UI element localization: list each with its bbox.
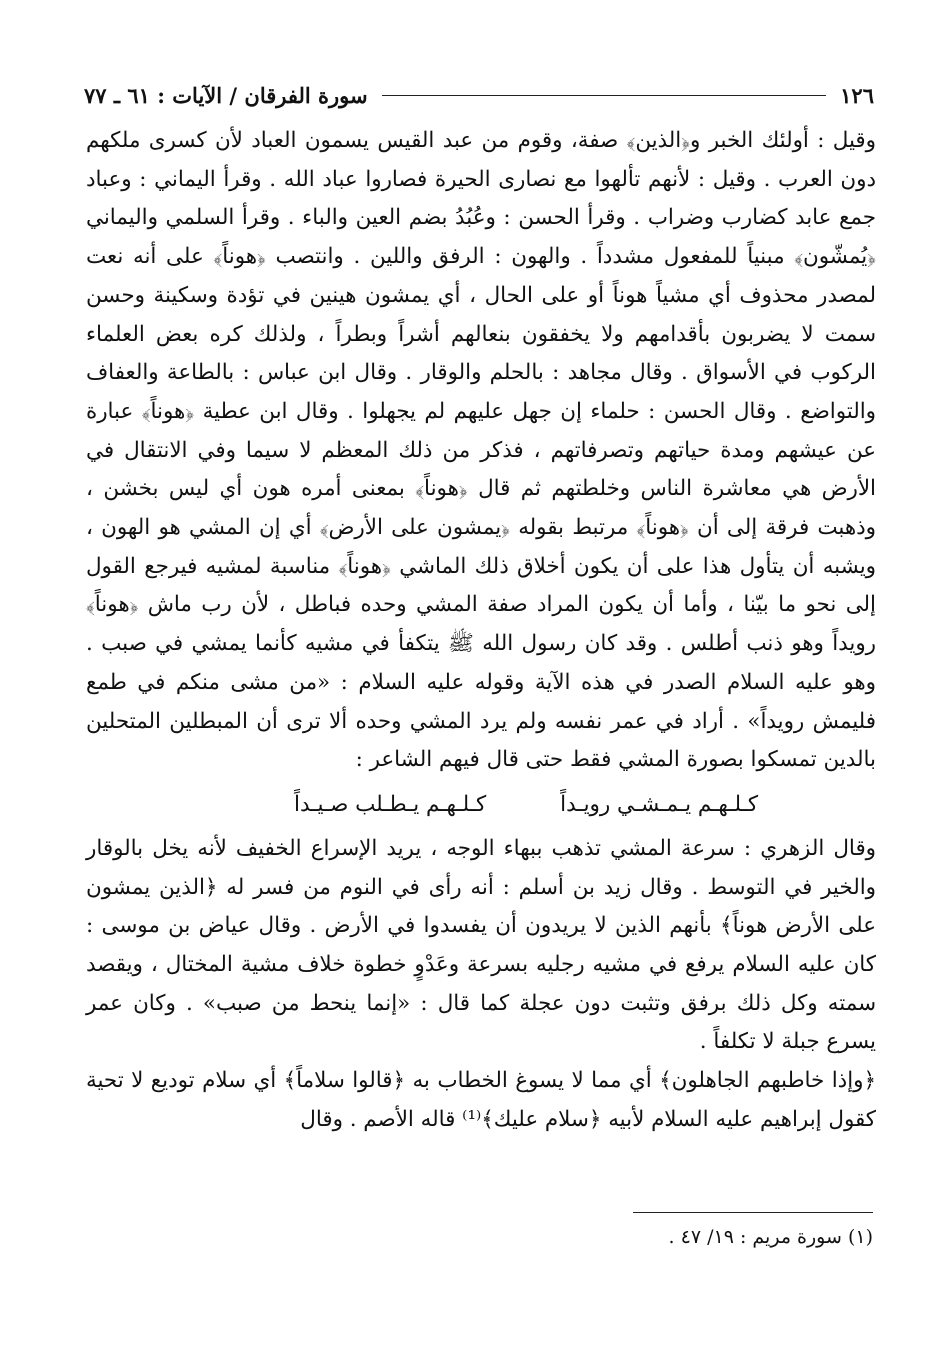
- main-text: [86, 122, 876, 1140]
- paragraph-2: وقال الزهري : سرعة المشي تذهب ببهاء الوجه ، يريد الإسراع الخفيف لأنه يخل بالوقار والخير في التوسط . وقال زيد بن أسلم : أنه رأى في النوم من فسر له ﴿الذين يمشون على الأرض هوناً﴾ بأنهم الذين لا يريدون أن يفسدوا في الأرض . وقال عياض بن موسى : كان عليه السلام يرفع في مشيه رجليه بسرعة وعَدْوٍ خطوة خلاف مشية المختال ، ويقصد سمته وكل ذلك برفق وتثبت دون عجلة كما قال : «إنما ينحط من صبب» . وكان عمر يسرع جبلة لا تكلفاً .: [86, 835, 876, 1055]
- paragraph-3: ﴿وإذا خاطبهم الجاهلون﴾ أي مما لا يسوغ الخطاب به ﴿قالوا سلاماً﴾ أي سلام توديع لا تحية كقول إبراهيم عليه السلام لأبيه ﴿سلام عليك﴾⁽¹⁾ قاله الأصم . وقال: [86, 1068, 876, 1132]
- verse-second-hemistich: كـلـهـم يـطـلب صـيـداً: [294, 791, 487, 817]
- paragraph-1: وقيل : أولئك الخبر و﴿الذين﴾ صفة، وقوم من عبد القيس يسمون العباد لأن كسرى ملكهم دون العرب . وقيل : لأنهم تألهوا مع نصارى الحيرة فصاروا عباد الله . وقرأ اليماني : وعباد جمع عابد كضارب وضراب . وقرأ الحسن : وعُبُدُ بضم العين والباء . وقرأ السلمي واليماني ﴿يُمشّون﴾ مبنياً للمفعول مشدداً . والهون : الرفق واللين . وانتصب ﴿هوناً﴾ على أنه نعت لمصدر محذوف أي مشياً هوناً أو على الحال ، أي يمشون هينين في تؤدة وسكينة وحسن سمت لا يضربون بأقدامهم ولا يخفقون بنعالهم أشراً وبطراً ، ولذلك كره بعض العلماء الركوب في الأسواق . وقال مجاهد : بالحلم والوقار . وقال ابن عباس : بالطاعة والعفاف والتواضع . وقال الحسن : حلماء إن جهل عليهم لم يجهلوا . وقال ابن عطية ﴿هوناً﴾ عبارة عن عيشهم ومدة حياتهم وتصرفاتهم ، فذكر من ذلك المعظم لا سيما وفي الانتقال في الأرض هي معاشرة الناس وخلطتهم ثم قال ﴿هوناً﴾ بمعنى أمره هون أي ليس بخشن ، وذهبت فرقة إلى أن ﴿هوناً﴾ مرتبط بقوله ﴿يمشون على الأرض﴾ أي إن المشي هو الهون ، ويشبه أن يتأول هذا على أن يكون أخلاق ذلك الماشي ﴿هوناً﴾ مناسبة لمشيه فيرجع القول إلى نحو ما بيّنا ، وأما أن يكون المراد صفة المشي وحده فباطل ، لأن رب ماش ﴿هوناً﴾ رويداً وهو ذنب أطلس . وقد كان رسول الله ﷺ يتكفأ في مشيه كأنما يمشي في صبب . وهو عليه السلام الصدر في هذه الآية وقوله عليه السلام : «من مشى منكم في طمع فليمش رويداً» . أراد في عمر نفسه ولم يرد المشي وحده ألا ترى أن المبطلين المتحلين بالدين تمسكوا بصورة المشي فقط حتى قال فيهم الشاعر :: [86, 128, 876, 773]
- poetry-verse: [86, 786, 876, 824]
- running-title: سورة الفرقان / الآيات : ٦١ ـ ٧٧: [84, 82, 368, 108]
- page-number: ١٢٦: [840, 82, 874, 108]
- verse-first-hemistich: كـلـهـم يـمـشـي رويـداً: [560, 791, 758, 817]
- header-rule: [382, 95, 827, 96]
- page-header: [84, 78, 874, 112]
- footnote: (١) سورة مريم : ١٩/ ٤٧ .: [668, 1226, 873, 1248]
- footnote-separator: [633, 1212, 873, 1213]
